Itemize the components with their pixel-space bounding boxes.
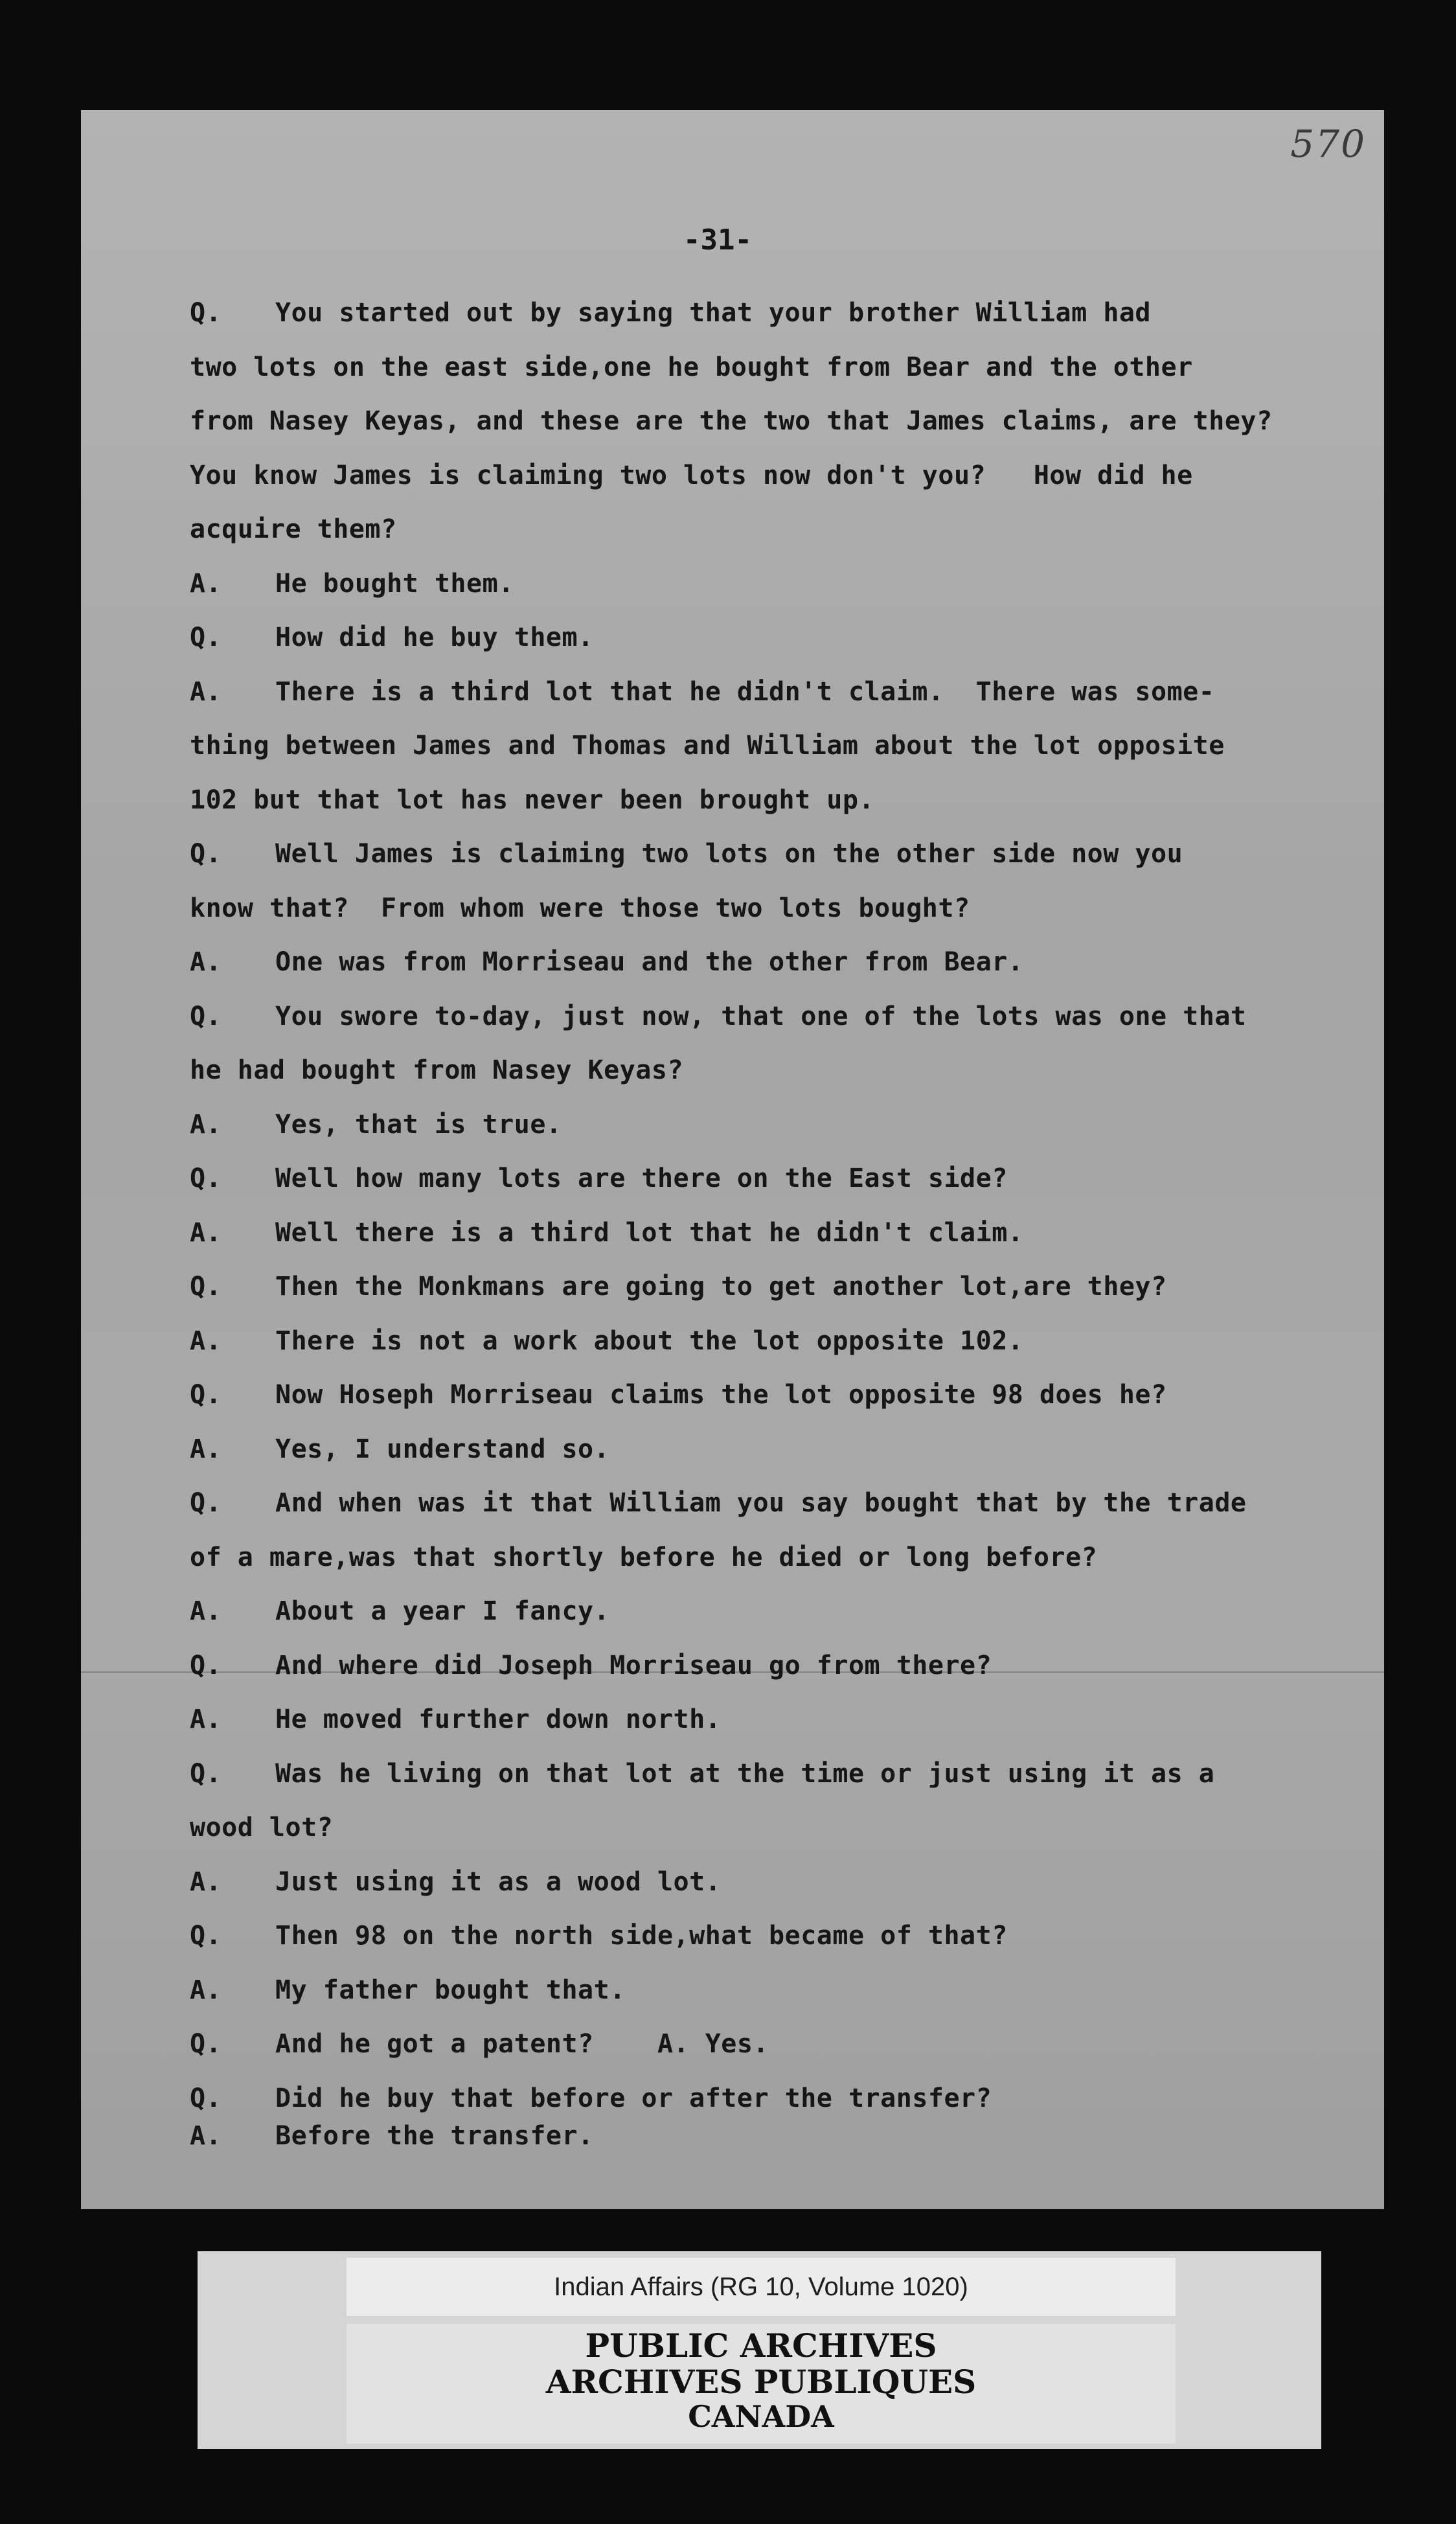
transcript-text: There is a third lot that he didn't claim. There was some- xyxy=(275,676,1215,707)
archive-label-card xyxy=(198,2251,1321,2449)
archive-stamp xyxy=(347,2324,1176,2444)
transcript-text: know that? From whom were those two lots bought? xyxy=(190,893,970,923)
speaker-marker: Q. xyxy=(190,1921,222,1951)
transcript-text: He bought them. xyxy=(275,568,514,599)
transcript-text: Well James is claiming two lots on the other side now you xyxy=(275,839,1183,869)
transcript-text: One was from Morriseau and the other from Bear. xyxy=(275,947,1024,977)
transcript-text: of a mare,was that shortly before he died or long before? xyxy=(190,1542,1098,1572)
speaker-marker: Q. xyxy=(190,623,222,652)
speaker-marker: Q. xyxy=(190,1650,222,1681)
speaker-marker: Q. xyxy=(190,298,222,328)
transcript-text: How did he buy them. xyxy=(275,623,594,652)
speaker-marker: Q. xyxy=(190,1758,222,1789)
speaker-marker: A. xyxy=(190,1596,222,1626)
speaker-marker: A. xyxy=(190,568,222,599)
transcript-text: acquire them? xyxy=(190,514,397,544)
speaker-marker: Q. xyxy=(190,2029,222,2059)
speaker-marker: Q. xyxy=(190,1164,222,1193)
speaker-marker: A. xyxy=(190,1866,222,1897)
transcript-text: thing between James and Thomas and William about the lot opposite xyxy=(190,731,1225,761)
transcript-text: There is not a work about the lot opposite 102. xyxy=(275,1325,1024,1356)
transcript-text: Now Hoseph Morriseau claims the lot opposite 98 does he? xyxy=(275,1380,1167,1410)
speaker-marker: Q. xyxy=(190,839,222,869)
transcript-text: He moved further down north. xyxy=(275,1704,722,1734)
speaker-marker: Q. xyxy=(190,1272,222,1302)
transcript-text: Then 98 on the north side,what became of that? xyxy=(275,1921,1008,1951)
transcript-text: 102 but that lot has never been brought up. xyxy=(190,785,875,815)
archive-name-english: PUBLIC ARCHIVES xyxy=(585,2326,937,2365)
transcript-text: About a year I fancy. xyxy=(275,1596,610,1626)
transcript-text: And where did Joseph Morriseau go from there? xyxy=(275,1650,992,1681)
transcript-text: My father bought that. xyxy=(275,1975,626,2005)
transcript-text: You swore to-day, just now, that one of the lots was one that xyxy=(275,1001,1247,1031)
transcript-text: Did he buy that before or after the transfer? xyxy=(275,2083,992,2113)
speaker-marker: A. xyxy=(190,1434,222,1464)
archive-country: CANADA xyxy=(688,2399,834,2434)
transcript-text: Yes, that is true. xyxy=(275,1109,562,1140)
transcript-text: wood lot? xyxy=(190,1813,334,1842)
transcript-text: he had bought from Nasey Keyas? xyxy=(190,1055,684,1085)
page-number: 570 xyxy=(1290,122,1366,166)
archive-name-french: ARCHIVES PUBLIQUES xyxy=(545,2363,977,2401)
transcript-text: And when was it that William you say bought that by the trade xyxy=(275,1488,1247,1518)
transcript-text: Just using it as a wood lot. xyxy=(275,1866,722,1897)
speaker-marker: A. xyxy=(190,1217,222,1248)
transcript-text: Then the Monkmans are going to get another lot,are they? xyxy=(275,1272,1167,1302)
document-page xyxy=(81,110,1384,2209)
speaker-marker: A. xyxy=(190,1975,222,2005)
transcript-text: You know James is claiming two lots now don't you? How did he xyxy=(190,460,1193,490)
speaker-marker: A. xyxy=(190,1325,222,1356)
speaker-marker: A. xyxy=(190,2120,222,2151)
transcript-text: Well there is a third lot that he didn't claim. xyxy=(275,1217,1024,1248)
transcript-text: from Nasey Keyas, and these are the two that James claims, are they? xyxy=(190,406,1273,436)
speaker-marker: A. xyxy=(190,947,222,977)
archive-reference-strip xyxy=(347,2258,1176,2316)
transcript-text: Before the transfer. xyxy=(275,2120,594,2151)
transcript-text: You started out by saying that your brother William had xyxy=(275,298,1152,328)
speaker-marker: Q. xyxy=(190,1380,222,1410)
transcript-text: And he got a patent? A. Yes. xyxy=(275,2029,769,2059)
transcript-text: Well how many lots are there on the East side? xyxy=(275,1164,1008,1193)
speaker-marker: A. xyxy=(190,676,222,707)
archive-reference: Indian Affairs (RG 10, Volume 1020) xyxy=(554,2273,968,2301)
page-header: -31- xyxy=(683,224,752,257)
transcript-text: Yes, I understand so. xyxy=(275,1434,610,1464)
speaker-marker: Q. xyxy=(190,2083,222,2113)
speaker-marker: Q. xyxy=(190,1488,222,1518)
speaker-marker: A. xyxy=(190,1109,222,1140)
speaker-marker: A. xyxy=(190,1704,222,1734)
transcript-text: Was he living on that lot at the time or just using it as a xyxy=(275,1758,1215,1789)
transcript-text: two lots on the east side,one he bought from Bear and the other xyxy=(190,352,1193,382)
speaker-marker: Q. xyxy=(190,1001,222,1031)
